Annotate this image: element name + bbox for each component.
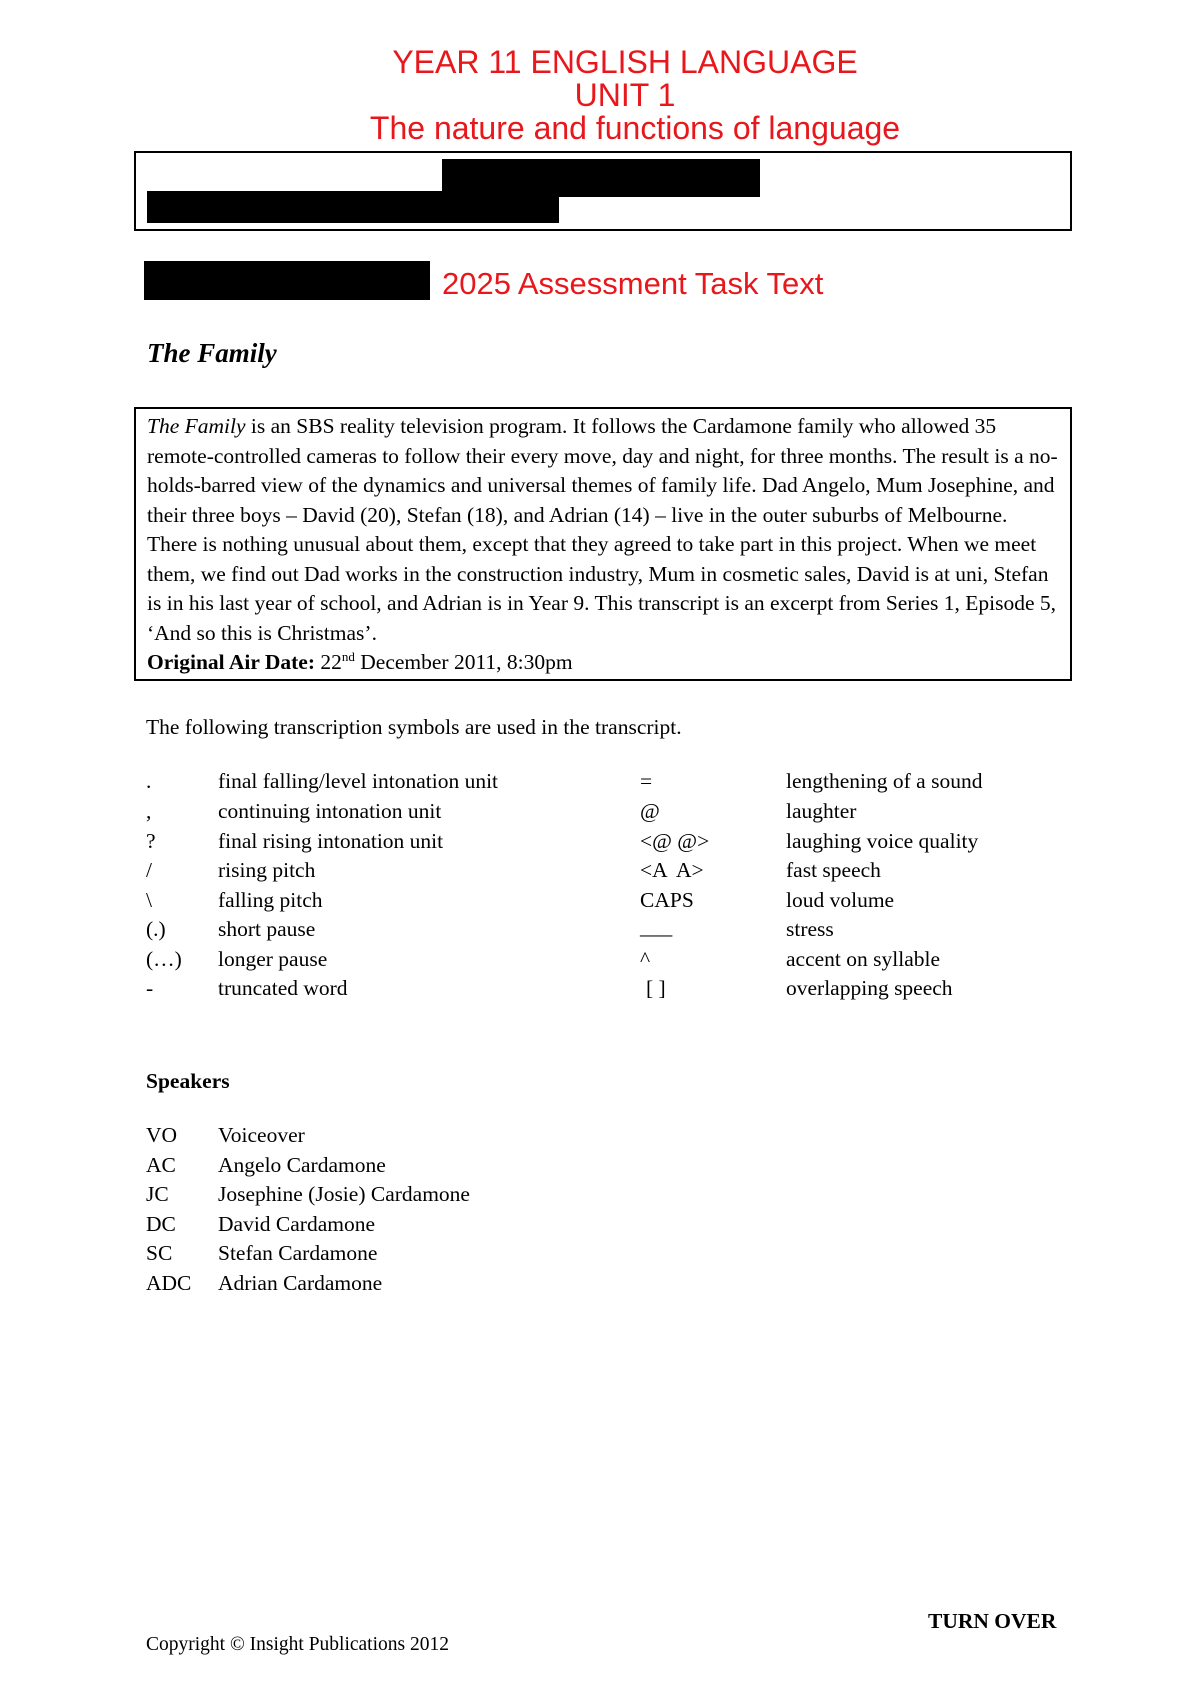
speaker-code: JC: [146, 1182, 169, 1206]
symbol: CAPS: [640, 888, 694, 912]
symbol-meaning: accent on syllable: [786, 947, 941, 971]
header-title-line1: YEAR 11 ENGLISH LANGUAGE: [392, 44, 858, 80]
symbol-meaning: loud volume: [786, 888, 895, 912]
program-intro-box: [134, 407, 1072, 681]
symbol-meaning: final falling/level intonation unit: [218, 769, 499, 793]
speaker-name: Voiceover: [218, 1123, 305, 1147]
symbol-meaning: final rising intonation unit: [218, 829, 444, 853]
symbol: (.): [146, 917, 166, 941]
symbol-meaning: short pause: [218, 917, 316, 941]
speaker-name: Stefan Cardamone: [218, 1241, 378, 1265]
symbol-meaning: falling pitch: [218, 888, 323, 912]
intro-paragraph: [147, 412, 1060, 648]
air-date-suffix: nd: [341, 648, 355, 664]
speaker-name: Angelo Cardamone: [218, 1153, 386, 1177]
intro-body: is an SBS reality television program. It follows the Cardamone family who allowed 35 remote-controlled cameras to follow their every move, day and night, for three months. The result is a no-holds-barred view of the dynamics and universal themes of family life. Dad Angelo, Mum Josephine, and their three boys – David (20), Stefan (18), and Adrian (14) – live in the outer suburbs of Melbourne. There is nothing unusual about them, except that they agreed to take part in this project. When we meet them, we find out Dad works in the construction industry, Mum in cosmetic sales, David is at uni, Stefan is in his last year of school, and Adrian is in Year 9. This transcript is an excerpt from Series 1, Episode 5, ‘And so this is Christmas’.: [147, 414, 1058, 645]
header-title-line3: The nature and functions of language: [369, 110, 901, 146]
speaker-code: DC: [146, 1212, 176, 1236]
air-date-rest: December 2011, 8:30pm: [354, 650, 573, 674]
speaker-name: Adrian Cardamone: [218, 1271, 383, 1295]
symbol: @: [640, 799, 660, 823]
symbols-intro: The following transcription symbols are used in the transcript.: [146, 715, 682, 739]
symbol: .: [146, 769, 152, 793]
symbol: ___: [640, 915, 673, 939]
symbol-meaning: overlapping speech: [786, 976, 953, 1000]
symbol: ^: [640, 947, 651, 971]
symbol: \: [146, 888, 152, 912]
symbol: (…): [146, 947, 182, 971]
speaker-code: ADC: [146, 1271, 192, 1295]
redaction-bar: [147, 191, 559, 223]
symbol: ?: [146, 829, 156, 853]
symbol: <A A>: [640, 858, 704, 882]
copyright-notice: Copyright © Insight Publications 2012: [146, 1634, 449, 1655]
symbol: -: [146, 976, 154, 1000]
symbol-meaning: laughter: [786, 799, 857, 823]
air-date-line: [147, 648, 1060, 678]
redaction-bar: [144, 261, 430, 300]
speaker-name: David Cardamone: [218, 1212, 376, 1236]
symbol: =: [640, 769, 653, 793]
symbol: [ ]: [646, 976, 666, 1000]
assessment-task-label: 2025 Assessment Task Text: [442, 266, 824, 301]
air-date-label: Original Air Date:: [147, 650, 316, 674]
symbol-meaning: lengthening of a sound: [786, 769, 983, 793]
symbol-meaning: laughing voice quality: [786, 829, 979, 853]
turn-over-label: TURN OVER: [928, 1609, 1057, 1633]
symbol-meaning: fast speech: [786, 858, 881, 882]
symbol-meaning: stress: [786, 917, 834, 941]
document-title: The Family: [147, 338, 277, 368]
symbol-meaning: continuing intonation unit: [218, 799, 442, 823]
speakers-heading: Speakers: [146, 1069, 230, 1093]
speaker-code: VO: [146, 1123, 178, 1147]
symbol-meaning: truncated word: [218, 976, 348, 1000]
header-title-line2: UNIT 1: [574, 77, 676, 113]
speaker-code: SC: [146, 1241, 173, 1265]
symbol-meaning: rising pitch: [218, 858, 316, 882]
speaker-name: Josephine (Josie) Cardamone: [218, 1182, 470, 1206]
air-date-day: 22: [315, 650, 342, 674]
symbol: ,: [146, 799, 152, 823]
speaker-code: AC: [146, 1153, 176, 1177]
program-name: The Family: [147, 414, 246, 438]
symbol-meaning: longer pause: [218, 947, 328, 971]
symbol: /: [146, 858, 152, 882]
symbol: <@ @>: [640, 829, 710, 853]
